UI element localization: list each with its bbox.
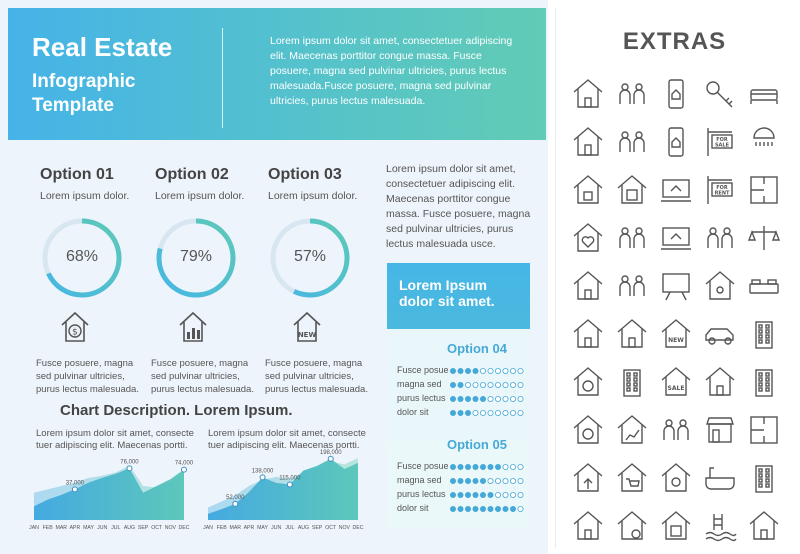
rating-dot-empty bbox=[473, 382, 478, 387]
chart-right-desc: Lorem ipsum dolor sit amet, consecte tuer adipiscing elit. Maecenas portti. bbox=[208, 428, 366, 451]
x-tick-label: APR bbox=[69, 525, 81, 531]
rating-dot-empty bbox=[488, 396, 493, 401]
bed-icon bbox=[744, 266, 784, 306]
rating-dot-filled bbox=[450, 492, 455, 497]
rating-dot-filled bbox=[473, 506, 478, 511]
rating-dot-filled bbox=[450, 478, 455, 483]
monitor-house-icon bbox=[656, 170, 696, 210]
rating-dot-empty bbox=[495, 478, 500, 483]
option-02-footnote: Fusce posuere, magna sed pulvinar ultricies, purus lectus malesuada. bbox=[151, 358, 254, 395]
meeting-presentation-icon bbox=[612, 266, 652, 306]
rating-dot-filled bbox=[458, 478, 463, 483]
rating-label: purus lectus bbox=[397, 393, 446, 403]
family-tree-icon bbox=[612, 74, 652, 114]
rating-dot-empty bbox=[503, 478, 508, 483]
header-banner bbox=[8, 8, 546, 140]
rating-dot-empty bbox=[510, 478, 515, 483]
rating-dot-filled bbox=[458, 464, 463, 469]
rating-dot-empty bbox=[480, 382, 485, 387]
house-key-icon bbox=[700, 266, 740, 306]
rating-label: Fusce posue bbox=[397, 365, 449, 375]
svg-text:FOR: FOR bbox=[716, 137, 728, 143]
rating-dot-filled bbox=[458, 506, 463, 511]
svg-text:RENT: RENT bbox=[714, 190, 730, 197]
rating-label: magna sed bbox=[397, 379, 442, 389]
skyscraper-icon bbox=[744, 362, 784, 402]
rating-dot-empty bbox=[518, 464, 523, 469]
house-target-icon bbox=[656, 458, 696, 498]
options-panel bbox=[387, 263, 530, 528]
data-label: 115,000 bbox=[279, 475, 301, 482]
rating-dot-empty bbox=[465, 382, 470, 387]
rating-label: dolor sit bbox=[397, 407, 429, 417]
rating-dot-empty bbox=[518, 368, 523, 373]
rating-row bbox=[397, 379, 527, 391]
rating-dot-filled bbox=[450, 410, 455, 415]
svg-text:SALE: SALE bbox=[714, 142, 730, 149]
bathtub-icon bbox=[700, 458, 740, 498]
rating-dot-filled bbox=[480, 464, 485, 469]
rating-row bbox=[397, 503, 527, 515]
x-tick-label: SEP bbox=[311, 525, 323, 531]
rating-dot-filled bbox=[465, 492, 470, 497]
rating-dot-filled bbox=[510, 506, 515, 511]
extras-panel bbox=[555, 8, 792, 548]
org-chart-icon bbox=[612, 122, 652, 162]
rating-dot-empty bbox=[495, 382, 500, 387]
rating-row bbox=[397, 489, 527, 501]
rating-dot-empty bbox=[473, 410, 478, 415]
side-paragraph: Lorem ipsum dolor sit amet, consectetuer adipiscing elit. Maecenas porttitor congue massa. Fusce posuere, magna sed pulvinar ultricies, purus lectus malesuada usce. bbox=[386, 163, 531, 250]
house-picture-icon bbox=[612, 170, 652, 210]
house-arrow-up-icon bbox=[568, 458, 608, 498]
store-icon bbox=[700, 410, 740, 450]
rating-dot-empty bbox=[495, 492, 500, 497]
apartment-block-icon bbox=[744, 458, 784, 498]
rating-dot-filled bbox=[458, 410, 463, 415]
rating-dot-empty bbox=[503, 382, 508, 387]
house-handshake-icon bbox=[568, 314, 608, 354]
rating-dot-empty bbox=[518, 382, 523, 387]
house-block-icon bbox=[744, 506, 784, 546]
phone-house-icon bbox=[656, 74, 696, 114]
floor-plan-icon bbox=[744, 170, 784, 210]
option-01-footnote: Fusce posuere, magna sed pulvinar ultricies, purus lectus malesuada. bbox=[36, 358, 139, 395]
data-label: 37,000 bbox=[65, 480, 85, 487]
rating-dot-filled bbox=[473, 492, 478, 497]
whiteboard-house-icon bbox=[656, 266, 696, 306]
rating-dot-filled bbox=[458, 382, 463, 387]
data-label: 74,000 bbox=[174, 460, 194, 467]
rating-dot-filled bbox=[458, 492, 463, 497]
rating-label: dolor sit bbox=[397, 503, 429, 513]
rating-dot-filled bbox=[465, 506, 470, 511]
panel-body bbox=[387, 329, 530, 528]
rating-label: Fusce posue bbox=[397, 461, 449, 471]
x-tick-label: OCT bbox=[325, 525, 337, 531]
rating-row bbox=[397, 475, 527, 487]
data-point bbox=[287, 482, 292, 487]
area-series-primary bbox=[208, 459, 358, 520]
data-point bbox=[328, 456, 333, 461]
data-point bbox=[182, 467, 187, 472]
option-02 bbox=[155, 166, 265, 202]
rating-dot-filled bbox=[503, 506, 508, 511]
x-tick-label: JUN bbox=[97, 525, 108, 531]
swimming-pool-icon bbox=[700, 506, 740, 546]
shower-icon bbox=[744, 122, 784, 162]
house-piggy-bank-icon bbox=[568, 266, 608, 306]
rating-dot-empty bbox=[488, 410, 493, 415]
svg-text:$: $ bbox=[72, 327, 78, 338]
option-03 bbox=[268, 166, 378, 202]
for-sale-sign-icon bbox=[700, 122, 740, 162]
data-label: 138,000 bbox=[251, 468, 274, 475]
house-document-icon bbox=[656, 506, 696, 546]
house-dollar-icon bbox=[60, 310, 90, 344]
rating-dots bbox=[449, 367, 527, 375]
house-heart-icon bbox=[568, 218, 608, 258]
x-tick-label: FEB bbox=[42, 525, 53, 531]
rating-dot-filled bbox=[488, 492, 493, 497]
for-rent-sign-icon bbox=[700, 170, 740, 210]
area-chart-right bbox=[203, 449, 364, 532]
rating-dot-filled bbox=[458, 368, 463, 373]
subtitle-line-1: Infographic bbox=[32, 71, 136, 92]
rating-dot-empty bbox=[488, 478, 493, 483]
x-tick-label: DEC bbox=[178, 525, 190, 531]
family-house-icon bbox=[700, 362, 740, 402]
house-like-icon bbox=[568, 170, 608, 210]
x-tick-label: NOV bbox=[164, 525, 176, 531]
rating-dot-filled bbox=[458, 396, 463, 401]
rating-dot-filled bbox=[495, 506, 500, 511]
house-chart-icon bbox=[178, 310, 208, 344]
option-desc: Lorem ipsum dolor. bbox=[268, 190, 358, 202]
x-tick-label: JAN bbox=[29, 525, 39, 531]
rating-dots bbox=[449, 395, 527, 403]
rating-dot-filled bbox=[465, 464, 470, 469]
rating-label: magna sed bbox=[397, 475, 442, 485]
family-members-icon bbox=[656, 410, 696, 450]
house-coin-icon bbox=[568, 362, 608, 402]
option-04-title: Option 04 bbox=[447, 341, 507, 356]
chart-left-desc: Lorem ipsum dolor sit amet, consecte tuer adipiscing elit. Maecenas portti. bbox=[36, 428, 194, 451]
house-new-icon bbox=[292, 310, 322, 344]
rating-dots bbox=[449, 505, 527, 513]
rating-dots bbox=[449, 463, 527, 471]
rating-dot-filled bbox=[465, 396, 470, 401]
page-subtitle bbox=[32, 70, 202, 118]
rating-dot-filled bbox=[450, 506, 455, 511]
rating-dot-filled bbox=[450, 368, 455, 373]
x-tick-label: OCT bbox=[151, 525, 163, 531]
donut-label: 57% bbox=[293, 248, 327, 265]
option-desc: Lorem ipsum dolor. bbox=[155, 190, 245, 202]
rating-dot-filled bbox=[465, 368, 470, 373]
rating-dot-filled bbox=[480, 478, 485, 483]
x-tick-label: MAY bbox=[83, 525, 94, 531]
x-tick-label: JAN bbox=[203, 525, 213, 531]
option-title: Option 03 bbox=[268, 166, 342, 183]
rating-dot-empty bbox=[480, 368, 485, 373]
house-door-icon bbox=[568, 122, 608, 162]
rating-dot-empty bbox=[503, 396, 508, 401]
rating-dot-filled bbox=[465, 478, 470, 483]
rating-row bbox=[397, 461, 527, 473]
option-title: Option 02 bbox=[155, 166, 229, 183]
rating-dots bbox=[449, 477, 527, 485]
rating-dot-empty bbox=[518, 396, 523, 401]
rating-dots bbox=[449, 491, 527, 499]
rating-dot-empty bbox=[518, 410, 523, 415]
data-label: 76,000 bbox=[120, 459, 139, 466]
rating-dot-empty bbox=[495, 410, 500, 415]
x-tick-label: MAR bbox=[229, 525, 242, 531]
x-tick-label: MAY bbox=[257, 525, 268, 531]
building-search-icon bbox=[744, 314, 784, 354]
option-03-footnote: Fusce posuere, magna sed pulvinar ultricies, purus lectus malesuada. bbox=[265, 358, 368, 395]
rating-dots bbox=[449, 409, 527, 417]
rating-dot-filled bbox=[473, 396, 478, 401]
rating-dot-filled bbox=[488, 506, 493, 511]
rating-dot-filled bbox=[473, 478, 478, 483]
rating-dot-empty bbox=[488, 368, 493, 373]
option-01 bbox=[40, 166, 150, 202]
chart-section-title: Chart Description. Lorem Ipsum. bbox=[60, 402, 293, 419]
donut-label: 79% bbox=[179, 248, 213, 265]
x-tick-label: APR bbox=[243, 525, 255, 531]
rating-dot-empty bbox=[518, 506, 523, 511]
data-point bbox=[260, 475, 265, 480]
mobile-house-icon bbox=[656, 122, 696, 162]
family-icon bbox=[700, 218, 740, 258]
rating-dot-empty bbox=[503, 464, 508, 469]
rating-dot-empty bbox=[488, 382, 493, 387]
x-tick-label: AUG bbox=[297, 525, 310, 531]
data-point bbox=[127, 466, 132, 471]
scales-house-icon bbox=[744, 218, 784, 258]
donut-label: 68% bbox=[65, 248, 99, 265]
rating-dot-empty bbox=[510, 492, 515, 497]
x-tick-label: AUG bbox=[123, 525, 136, 531]
option-desc: Lorem ipsum dolor. bbox=[40, 190, 130, 202]
rating-dot-empty bbox=[510, 368, 515, 373]
rating-dot-filled bbox=[480, 492, 485, 497]
house-cart-icon bbox=[612, 458, 652, 498]
rating-dot-empty bbox=[518, 492, 523, 497]
rating-dot-filled bbox=[450, 382, 455, 387]
extras-title: EXTRAS bbox=[622, 28, 727, 55]
laptop-house-icon bbox=[656, 218, 696, 258]
page-title: Real Estate bbox=[32, 32, 173, 62]
x-tick-label: NOV bbox=[338, 525, 350, 531]
rating-dot-filled bbox=[480, 396, 485, 401]
header-divider bbox=[222, 28, 223, 128]
data-point bbox=[233, 501, 238, 506]
rating-dot-filled bbox=[480, 506, 485, 511]
rating-dot-filled bbox=[450, 464, 455, 469]
svg-text:NEW: NEW bbox=[668, 337, 684, 344]
closet-icon bbox=[744, 410, 784, 450]
sofa-icon bbox=[744, 74, 784, 114]
x-tick-label: SEP bbox=[137, 525, 149, 531]
rating-dot-filled bbox=[465, 410, 470, 415]
house-growth-chart-icon bbox=[612, 410, 652, 450]
agent-presentation-icon bbox=[612, 218, 652, 258]
house-magnifier-icon bbox=[612, 506, 652, 546]
sale-house-icon bbox=[656, 362, 696, 402]
svg-text:NEW: NEW bbox=[297, 331, 317, 339]
house-exchange-icon bbox=[612, 314, 652, 354]
rating-dot-filled bbox=[495, 464, 500, 469]
rating-row bbox=[397, 407, 527, 419]
rating-dot-empty bbox=[510, 396, 515, 401]
rating-dot-empty bbox=[510, 382, 515, 387]
rating-dot-empty bbox=[495, 368, 500, 373]
x-tick-label: JUL bbox=[285, 525, 295, 531]
x-tick-label: DEC bbox=[352, 525, 364, 531]
data-point bbox=[72, 487, 77, 492]
car-icon bbox=[700, 314, 740, 354]
rating-dot-empty bbox=[480, 410, 485, 415]
rating-dot-filled bbox=[473, 368, 478, 373]
x-tick-label: FEB bbox=[216, 525, 227, 531]
data-label: 198,000 bbox=[319, 449, 342, 456]
rating-dot-empty bbox=[495, 396, 500, 401]
house-icon bbox=[568, 74, 608, 114]
subtitle-line-2: Template bbox=[32, 95, 115, 116]
rating-dot-filled bbox=[473, 464, 478, 469]
rating-row bbox=[397, 393, 527, 405]
rating-dot-filled bbox=[488, 464, 493, 469]
new-house-icon bbox=[656, 314, 696, 354]
option-title: Option 01 bbox=[40, 166, 114, 183]
panel-heading: Lorem Ipsum dolor sit amet. bbox=[399, 277, 495, 309]
house-dollar-icon bbox=[568, 410, 608, 450]
rating-label: purus lectus bbox=[397, 489, 446, 499]
x-tick-label: JUL bbox=[111, 525, 121, 531]
rating-dot-empty bbox=[518, 478, 523, 483]
umbrella-house-icon bbox=[568, 506, 608, 546]
rating-dot-empty bbox=[503, 368, 508, 373]
city-buildings-icon bbox=[612, 362, 652, 402]
rating-dot-filled bbox=[450, 396, 455, 401]
rating-dot-empty bbox=[503, 492, 508, 497]
header-text: Lorem ipsum dolor sit amet, consectetuer adipiscing elit. Maecenas porttitor congue massa. Fusce posuere, magna sed pulvinar ultricies, purus lectus malesuada.Fusce posuere, magna sed pulvinar ultricies, purus lectus malesuada. bbox=[270, 35, 513, 107]
x-tick-label: MAR bbox=[55, 525, 68, 531]
area-chart-left bbox=[29, 452, 194, 532]
rating-dot-empty bbox=[510, 410, 515, 415]
svg-text:FOR: FOR bbox=[716, 185, 728, 191]
rating-row bbox=[397, 365, 527, 377]
option-05-title: Option 05 bbox=[447, 437, 507, 452]
rating-dots bbox=[449, 381, 527, 389]
x-tick-label: JUN bbox=[271, 525, 282, 531]
key-icon bbox=[700, 74, 740, 114]
rating-dot-empty bbox=[510, 464, 515, 469]
svg-text:SALE: SALE bbox=[667, 385, 685, 392]
rating-dot-empty bbox=[503, 410, 508, 415]
data-label: 52,000 bbox=[226, 494, 245, 501]
